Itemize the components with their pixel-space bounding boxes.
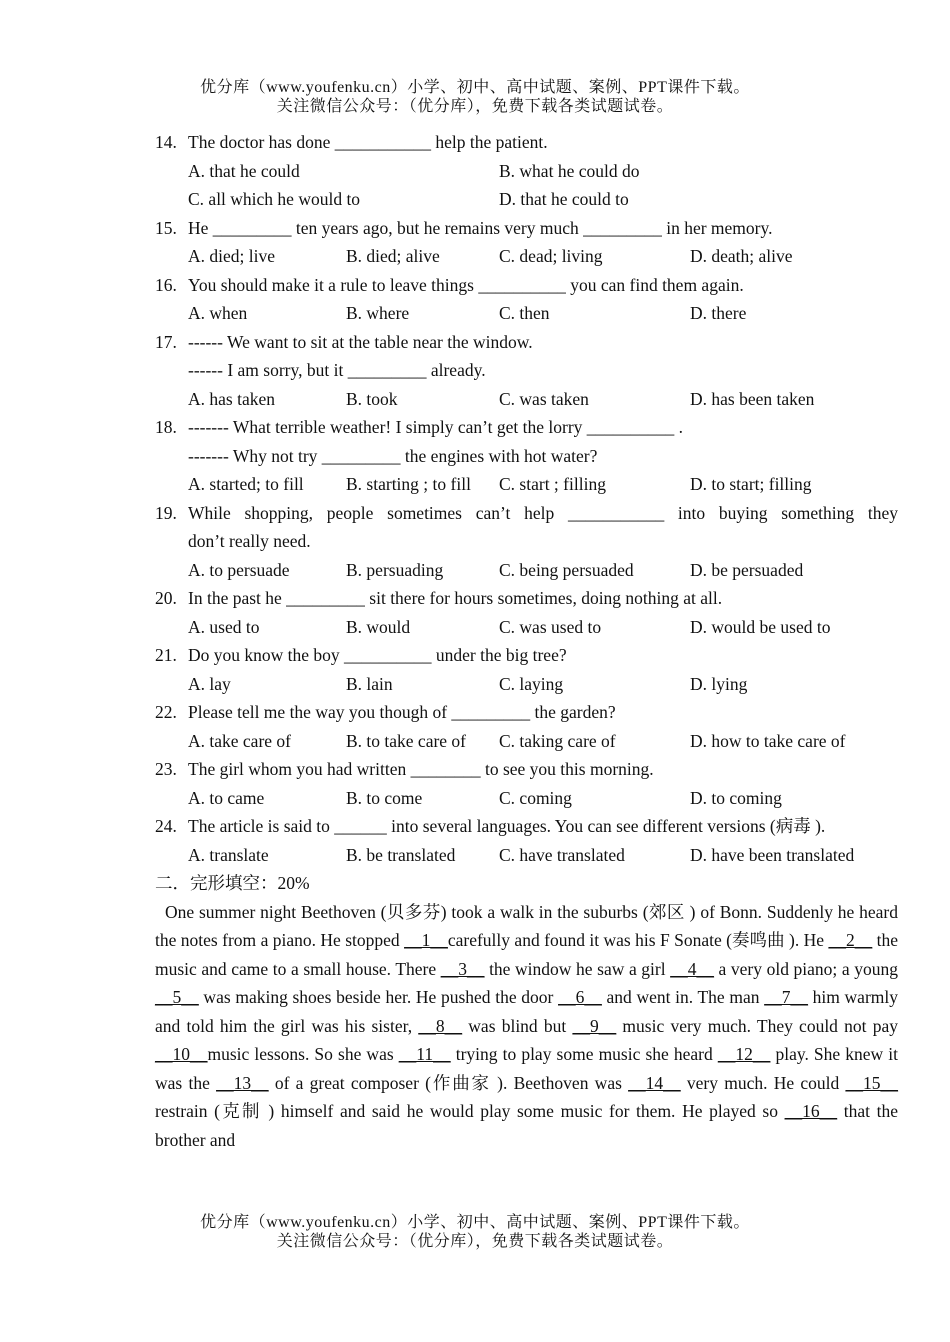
option-d: D. have been translated xyxy=(690,844,855,865)
passage-text: that the brother and xyxy=(155,1101,898,1150)
passage-text: music lessons. So she was xyxy=(207,1044,399,1064)
passage-text: trying to play some music she heard xyxy=(450,1044,718,1064)
passage-text: the music and came to a small house. There xyxy=(155,930,899,979)
question-text: The girl whom you had written ________ to see you this morning. xyxy=(188,759,654,779)
question-text: Please tell me the way you though of _________ the garden? xyxy=(188,702,616,722)
cloze-blank: __9__ xyxy=(572,1015,617,1036)
question-text: The article is said to ______ into several languages. You can see different versions (病毒 ). xyxy=(188,816,826,836)
option-row xyxy=(155,613,898,642)
option-c: C. was taken xyxy=(499,388,589,409)
passage-text: and went in. The man xyxy=(601,987,765,1007)
question-text-line: ------ I am sorry, but it _________ already. xyxy=(188,360,486,380)
question xyxy=(155,413,898,499)
option-row xyxy=(155,470,898,499)
option-c: C. being persuaded xyxy=(499,559,634,580)
cloze-blank: __2__ xyxy=(828,930,873,950)
option-b: B. to come xyxy=(346,787,423,808)
option-a: A. lay xyxy=(188,673,231,694)
option-row xyxy=(155,157,898,186)
option-c: C. was used to xyxy=(499,616,602,637)
option-d: D. would be used to xyxy=(690,616,831,637)
passage-text: restrain (克制 ) himself and said he would play some music for them. He played so xyxy=(155,1101,785,1121)
cloze-blank: __8__ xyxy=(418,1015,463,1036)
passage-text: the window he saw a girl xyxy=(484,958,671,979)
option-b: B. died; alive xyxy=(346,246,440,266)
question xyxy=(155,499,898,585)
question-number: 19. xyxy=(155,502,177,523)
option-row xyxy=(155,242,898,271)
cloze-blank: __5__ xyxy=(155,987,199,1007)
question xyxy=(155,128,898,214)
passage-text: music very much. They could not pay xyxy=(616,1015,898,1036)
option-a: A. to persuade xyxy=(188,559,290,580)
option-row xyxy=(155,727,898,756)
question xyxy=(155,698,898,755)
question-number: 20. xyxy=(155,588,177,608)
option-row xyxy=(155,185,898,214)
question xyxy=(155,271,898,328)
question xyxy=(155,214,898,271)
option-a: A. died; live xyxy=(188,246,275,266)
option-b: B. would xyxy=(346,616,411,637)
cloze-blank: __7__ xyxy=(764,987,808,1007)
question-text: You should make it a rule to leave things __________ you can find them again. xyxy=(188,274,744,295)
cloze-blank: __6__ xyxy=(558,987,602,1007)
question-text: He _________ ten years ago, but he remains very much _________ in her memory. xyxy=(188,217,773,238)
question xyxy=(155,641,898,698)
option-b: B. to take care of xyxy=(346,730,467,751)
passage-text: him warmly and told him the girl was his sister, xyxy=(155,987,898,1036)
question-stem xyxy=(155,128,898,157)
option-c: C. coming xyxy=(499,787,572,808)
option-b: B. took xyxy=(346,388,398,409)
option-c: C. laying xyxy=(499,673,564,694)
option-b: B. what he could do xyxy=(499,160,640,181)
page-footer xyxy=(0,1213,950,1251)
question-text: ------- What terrible weather! I simply can’t get the lorry __________ . xyxy=(188,417,684,437)
option-d: D. how to take care of xyxy=(690,730,846,751)
option-b: B. persuading xyxy=(346,559,444,580)
question-text: In the past he _________ sit there for hours sometimes, doing nothing at all. xyxy=(188,588,723,608)
option-c: C. then xyxy=(499,303,550,323)
option-d: D. has been taken xyxy=(690,388,815,409)
option-b: B. be translated xyxy=(346,844,456,865)
question-text: Do you know the boy __________ under the big tree? xyxy=(188,645,567,665)
option-row xyxy=(155,556,898,585)
passage-text: very much. He could xyxy=(680,1072,846,1093)
passage-text: One summer night Beethoven (贝多芬) took a walk in the suburbs (郊区 ) of Bonn. Suddenly he heard the notes from a piano. He stopped xyxy=(155,901,898,950)
option-row xyxy=(155,784,898,813)
option-b: B. starting ; to fill xyxy=(346,474,471,494)
cloze-blank: __15__ xyxy=(845,1072,898,1093)
question-text: While shopping, people sometimes can’t help ___________ into buying something they xyxy=(188,502,898,523)
question-number: 14. xyxy=(155,132,177,152)
question-stem xyxy=(155,812,898,841)
option-a: A. used to xyxy=(188,616,260,637)
cloze-blank: __3__ xyxy=(440,958,485,979)
option-row xyxy=(155,841,898,870)
header-line-2: 关注微信公众号：（优分库），免费下载各类试题试卷。 xyxy=(276,98,674,115)
passage-text: carefully and found it was his F Sonate (奏鸣曲 ). He xyxy=(447,930,829,950)
option-row xyxy=(155,299,898,328)
cloze-passage xyxy=(155,898,898,1155)
cloze-blank: __11__ xyxy=(398,1044,451,1064)
question-number: 15. xyxy=(155,217,177,238)
question-text: The doctor has done ___________ help the patient. xyxy=(188,132,548,152)
question-list xyxy=(155,128,898,869)
question-stem xyxy=(155,641,898,670)
cloze-blank: __16__ xyxy=(784,1101,838,1121)
option-b: B. lain xyxy=(346,673,393,694)
option-c: C. taking care of xyxy=(499,730,616,751)
question-number: 23. xyxy=(155,759,177,779)
question-number: 21. xyxy=(155,645,177,665)
exam-content xyxy=(155,128,898,1154)
option-d: D. to start; filling xyxy=(690,474,812,494)
option-c: C. dead; living xyxy=(499,246,603,266)
question-text: ------ We want to sit at the table near the window. xyxy=(188,331,533,352)
passage-text: of a great composer (作曲家 ). Beethoven was xyxy=(268,1072,629,1093)
section-title: 二．完形填空：20% xyxy=(155,873,310,893)
option-a: A. that he could xyxy=(188,160,300,181)
question-stem xyxy=(155,499,898,528)
cloze-blank: __4__ xyxy=(670,958,714,979)
option-d: D. be persuaded xyxy=(690,559,804,580)
option-b: B. where xyxy=(346,303,410,323)
cloze-blank: __13__ xyxy=(216,1072,269,1093)
option-a: A. has taken xyxy=(188,388,275,409)
cloze-blank: __14__ xyxy=(628,1072,681,1093)
option-a: A. take care of xyxy=(188,730,291,751)
question xyxy=(155,328,898,414)
question-stem xyxy=(155,698,898,727)
question xyxy=(155,584,898,641)
question-number: 17. xyxy=(155,331,177,352)
option-d: D. there xyxy=(690,303,747,323)
option-a: A. when xyxy=(188,303,248,323)
question-stem xyxy=(155,584,898,613)
header-line-1: 优分库（www.youfenku.cn）小学、初中、高中试题、案例、PPT课件下载。 xyxy=(200,79,750,96)
option-a: A. to came xyxy=(188,787,265,808)
question-text-line: ------- Why not try _________ the engines with hot water? xyxy=(188,445,598,466)
page-header xyxy=(0,78,950,116)
option-c: C. all which he would to xyxy=(188,189,361,209)
question-stem xyxy=(155,328,898,357)
cloze-blank: __10__ xyxy=(155,1044,208,1064)
option-d: D. to coming xyxy=(690,787,782,808)
question-stem xyxy=(155,214,898,243)
question-stem xyxy=(155,413,898,442)
question xyxy=(155,755,898,812)
passage-text: a very old piano; a young xyxy=(713,958,898,979)
option-row xyxy=(155,385,898,414)
question-number: 16. xyxy=(155,274,177,295)
passage-text: was making shoes beside her. He pushed the door xyxy=(198,987,559,1007)
cloze-blank: __12__ xyxy=(717,1044,771,1064)
footer-line-2: 关注微信公众号：（优分库），免费下载各类试题试卷。 xyxy=(276,1233,674,1250)
option-row xyxy=(155,670,898,699)
option-d: D. lying xyxy=(690,673,748,694)
question-number: 24. xyxy=(155,816,177,836)
question-number: 18. xyxy=(155,417,177,437)
option-d: D. death; alive xyxy=(690,246,793,266)
footer-line-1: 优分库（www.youfenku.cn）小学、初中、高中试题、案例、PPT课件下载。 xyxy=(200,1214,750,1231)
question-stem xyxy=(155,271,898,300)
passage-text: play. She knew it was the xyxy=(155,1044,898,1093)
option-a: A. translate xyxy=(188,844,269,865)
option-c: C. start ; filling xyxy=(499,474,606,494)
question xyxy=(155,812,898,869)
option-a: A. started; to fill xyxy=(188,474,304,494)
option-d: D. that he could to xyxy=(499,189,629,209)
question-stem xyxy=(155,755,898,784)
passage-text: was blind but xyxy=(462,1015,573,1036)
cloze-blank: __1__ xyxy=(404,930,448,950)
option-c: C. have translated xyxy=(499,844,625,865)
question-text-line: don’t really need. xyxy=(188,531,311,551)
question-number: 22. xyxy=(155,702,177,722)
